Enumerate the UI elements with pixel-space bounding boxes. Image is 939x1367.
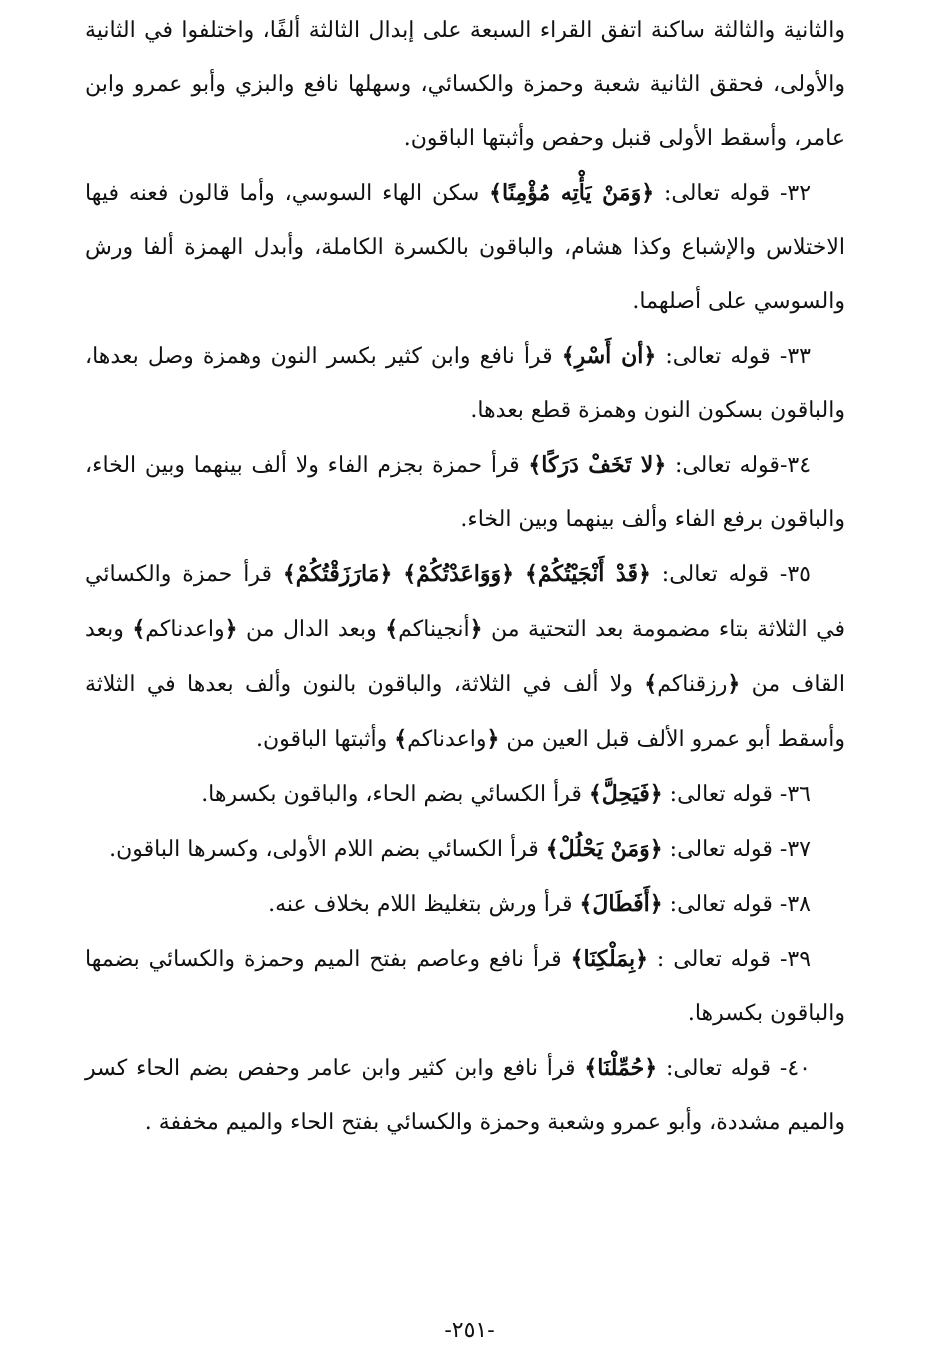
ornate-bracket-close: ﴾ [524, 561, 538, 587]
page-number: -٢٥١- [444, 1318, 495, 1343]
ornate-bracket-close: ﴾ [282, 561, 296, 587]
ornate-bracket-open: ﴿ [649, 781, 663, 807]
ornate-bracket-open: ﴿ [635, 946, 648, 972]
entry-number: ٣٢- [779, 181, 812, 206]
entry-text: قرأ حمزة والكسائي في الثلاثة بتاء مضمومة بعد التحتية من [85, 562, 845, 642]
entry-34 [85, 438, 845, 547]
quranic-quote: وَمَنْ يَأْتِه مُؤْمِنًا [502, 180, 642, 206]
ornate-bracket-open: ﴿ [486, 726, 500, 752]
word-reference: رزقناكم [657, 672, 728, 697]
ornate-bracket-open: ﴿ [644, 1055, 658, 1081]
entry-40 [85, 1041, 845, 1150]
lead-phrase: قوله تعالى: [663, 181, 771, 206]
entry-number: ٣٨- [779, 892, 811, 917]
ornate-bracket-open: ﴿ [649, 836, 663, 862]
ornate-bracket-close: ﴾ [561, 343, 575, 369]
word-reference: واعدناكم [407, 727, 487, 752]
word-reference: أنجيناكم [398, 617, 470, 642]
quranic-quote: أَفَطَالَ [592, 891, 650, 917]
entry-number: ٣٧- [779, 837, 811, 862]
ornate-bracket-open: ﴿ [469, 616, 483, 642]
entry-text: وبعد القاف من [85, 617, 845, 697]
ornate-bracket-open: ﴿ [643, 343, 657, 369]
entry-number: ٣٥- [779, 562, 811, 587]
quranic-quote: أن أَسْرِ [574, 343, 644, 369]
quranic-quote: حُمِّلْنَا [597, 1055, 645, 1081]
ornate-bracket-open: ﴿ [649, 891, 663, 917]
opening-paragraph: والثانية والثالثة ساكنة اتفق القراء السبعة على إبدال الثالثة ألفًا، واختلفوا في الثانية والأولى، فحقق الثانية شعبة وحمزة والكسائي، وسهلها نافع والبزي وأبو عمرو وابن عامر، وأسقط الأولى قنبل وحفص وأثبتها الباقون. [85, 18, 845, 151]
quranic-quote: وَوَاعَدْتُكُمْ [416, 561, 502, 587]
entry-text: قرأ الكسائي بضم الحاء، والباقون بكسرها. [201, 782, 582, 807]
entry-text: سكن الهاء السوسي، وأما قالون فعنه فيها الاختلاس والإشباع وكذا هشام، والباقون بالكسرة الكاملة، وأبدل الهمزة ألفا ورش والسوسي على أصلهما. [85, 181, 845, 314]
ornate-bracket-close: ﴾ [588, 781, 602, 807]
quranic-quote: قَدْ أَنْجَيْتُكُمْ [537, 561, 638, 587]
lead-phrase: قوله تعالى: [661, 562, 769, 587]
ornate-bracket-open: ﴿ [637, 561, 651, 587]
lead-phrase: قوله تعالى: [669, 782, 773, 807]
ornate-bracket-close: ﴾ [403, 561, 417, 587]
entry-35 [85, 547, 845, 767]
ornate-bracket-close: ﴾ [385, 616, 399, 642]
entry-text: وبعد الدال من [245, 617, 377, 642]
entry-39 [85, 932, 845, 1041]
entry-text: قرأ ورش بتغليظ اللام بخلاف عنه. [268, 892, 573, 917]
ornate-bracket-close: ﴾ [584, 1055, 598, 1081]
entry-38 [85, 877, 845, 932]
entry-number: ٣٤- [779, 453, 812, 478]
ornate-bracket-open: ﴿ [641, 180, 655, 206]
word-reference: واعدناكم [145, 617, 225, 642]
quranic-quote: فَيَحِلَّ [601, 781, 650, 807]
ornate-bracket-close: ﴾ [394, 726, 408, 752]
entry-32 [85, 166, 845, 329]
entry-33 [85, 329, 845, 438]
entry-number: ٣٣- [779, 344, 811, 369]
quranic-quote: لا تَخَفْ دَرَكًا [541, 452, 654, 478]
quranic-quote: بِمَلْكِنَا [583, 946, 636, 972]
ornate-bracket-close: ﴾ [579, 891, 593, 917]
lead-phrase: قوله تعالى: [665, 344, 771, 369]
ornate-bracket-open: ﴿ [379, 561, 393, 587]
entry-text: وأثبتها الباقون. [256, 727, 388, 752]
lead-phrase: قوله تعالى: [665, 1056, 772, 1081]
page-body [85, 4, 845, 1150]
entry-36 [85, 767, 845, 822]
lead-phrase: قوله تعالى: [669, 892, 773, 917]
entry-text: قرأ نافع وابن كثير وابن عامر وحفص بضم الحاء كسر والميم مشددة، وأبو عمرو وشعبة وحمزة والكسائي بفتح الحاء والميم مخففة . [85, 1056, 845, 1135]
entry-37 [85, 822, 845, 877]
entry-text: قرأ نافع وعاصم بفتح الميم وحمزة والكسائي بضمها والباقون بكسرها. [85, 947, 845, 1026]
ornate-bracket-close: ﴾ [570, 946, 584, 972]
entry-number: ٣٦- [779, 782, 811, 807]
entry-text: قرأ نافع وابن كثير بكسر النون وهمزة وصل بعدها، والباقون بسكون النون وهمزة قطع بعدها. [85, 344, 845, 423]
entry-number: ٣٩- [779, 947, 812, 972]
lead-phrase: قوله تعالى: [669, 837, 773, 862]
ornate-bracket-close: ﴾ [644, 671, 658, 697]
quranic-quote: مَارَزَقْتُكُمْ [295, 561, 380, 587]
entry-text: ولا ألف في الثلاثة، والباقون بالنون وألف بعدها في الثلاثة وأسقط أبو عمرو الألف قبل العين من [85, 672, 845, 752]
lead-phrase: قوله تعالى : [656, 947, 772, 972]
ornate-bracket-close: ﴾ [132, 616, 146, 642]
ornate-bracket-open: ﴿ [653, 452, 667, 478]
entry-text: قرأ الكسائي بضم اللام الأولى، وكسرها الباقون. [109, 837, 539, 862]
ornate-bracket-open: ﴿ [501, 561, 515, 587]
ornate-bracket-close: ﴾ [545, 836, 559, 862]
entry-number: ٤٠- [779, 1056, 811, 1081]
quranic-quote: وَمَنْ يَحْلُلْ [558, 836, 650, 862]
lead-phrase: قوله تعالى: [674, 453, 780, 478]
ornate-bracket-open: ﴿ [727, 671, 741, 697]
ornate-bracket-open: ﴿ [224, 616, 238, 642]
ornate-bracket-close: ﴾ [528, 452, 542, 478]
entry-text: قرأ حمزة بجزم الفاء ولا ألف بينهما وبين الخاء، والباقون برفع الفاء وألف بينهما وبين الخاء. [85, 453, 845, 532]
ornate-bracket-close: ﴾ [489, 180, 503, 206]
